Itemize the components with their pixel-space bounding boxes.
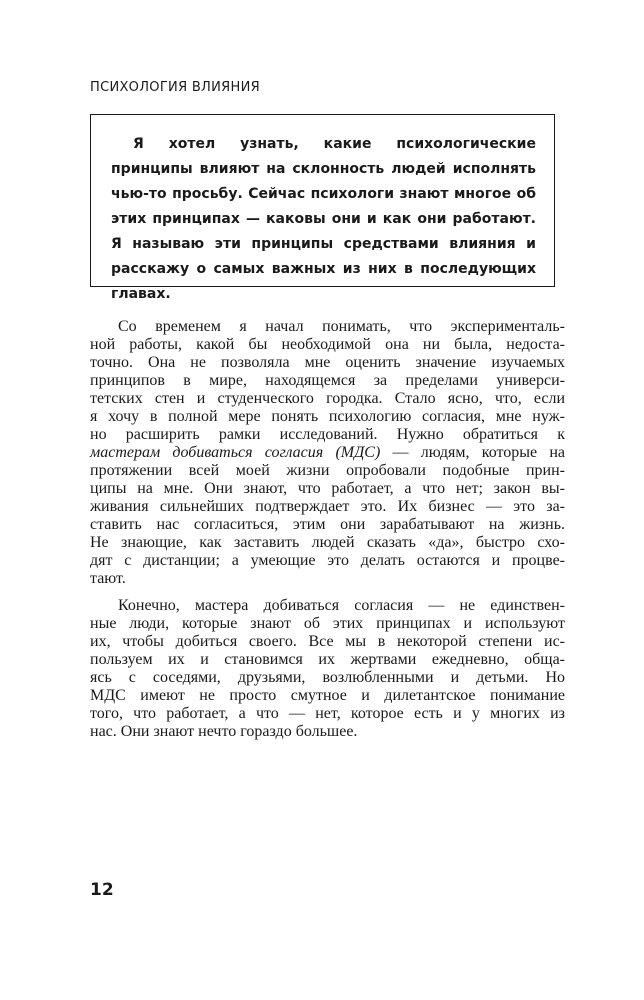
callout-box: [90, 114, 555, 302]
text-line: пользуем их и становимся их жертвами ежедневно, обща-: [90, 651, 565, 668]
text-line: нас. Они знают нечто гораздо большее.: [90, 723, 358, 740]
text-line: тают.: [90, 570, 126, 587]
page-number: 12: [90, 880, 114, 900]
text-line: их, чтобы добиться своего. Все мы в некоторой степени ис-: [90, 633, 565, 650]
text-line: МДС имеют не просто смутное и дилетантское понимание: [90, 687, 565, 704]
text-line: Не знающие, как заставить людей сказать «да», быстро схо-: [90, 534, 565, 551]
text-line: тетских стен и студенческого городка. Стало ясно, что, если: [90, 390, 565, 407]
text-line: ставить нас согласиться, этим они зарабатывают на жизнь.: [90, 516, 565, 533]
text-line: но расширить рамки исследований. Нужно обратиться к: [90, 426, 565, 443]
main-text: [90, 318, 565, 741]
text-line: ные люди, которые знают об этих принципах и используют: [90, 615, 565, 632]
text-fragment: — людям, которые на: [380, 444, 566, 461]
paragraph-1: [90, 318, 565, 588]
text-line: точно. Она не позволяла мне оценить значение изучаемых: [90, 354, 565, 371]
text-line: Конечно, мастера добиваться согласия — не единствен-: [118, 597, 565, 614]
callout-text: Я хотел узнать, какие психологические принципы влияют на склонность людей исполнять чью-то просьбу. Сейчас психологи знают многое об этих принципах — каковы они и как они работают. Я называю эти принципы средствами влияния и расскажу о самых важных из них в последующих главах.: [111, 136, 536, 302]
text-line: [90, 444, 565, 462]
text-line: живания сильнейших подтверждает это. Их бизнес — это за-: [90, 498, 565, 515]
running-head: ПСИХОЛОГИЯ ВЛИЯНИЯ: [90, 80, 260, 95]
paragraph-2: [90, 597, 565, 741]
text-line: того, что работает, а что — нет, которое есть и у многих из: [90, 705, 565, 722]
text-line: ной работы, какой бы необходимой она ни была, недоста-: [90, 336, 565, 353]
text-line: Со временем я начал понимать, что эксперименталь-: [118, 318, 565, 335]
text-line: дят с дистанции; а умеющие это делать остаются и процве-: [90, 552, 565, 569]
text-line: принципов в мире, находящемся за пределами универси-: [90, 372, 565, 389]
text-line: я хочу в полной мере понять психологию согласия, мне нуж-: [90, 408, 565, 425]
italic-term: мастерам добиваться согласия (МДС): [90, 444, 381, 461]
text-line: протяжении всей моей жизни опробовали подобные прин-: [90, 462, 565, 479]
text-line: ясь с соседями, друзьями, возлюбленными и детьми. Но: [90, 669, 565, 686]
text-line: ципы на мне. Они знают, что работает, а что нет; закон вы-: [90, 480, 565, 497]
